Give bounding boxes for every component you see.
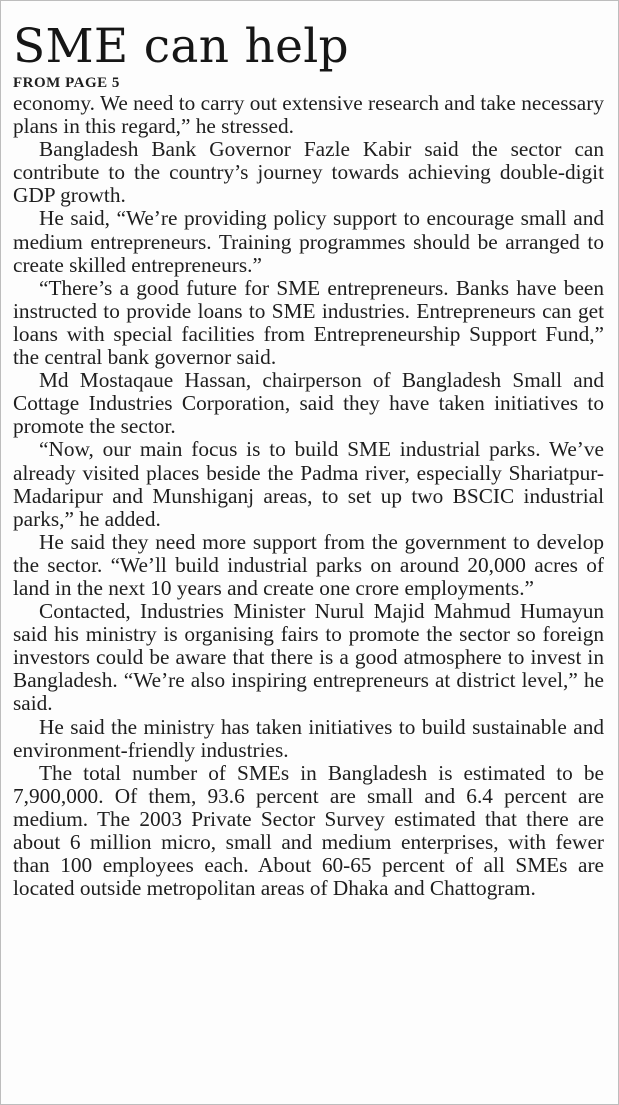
jump-line: FROM PAGE 5 <box>13 75 120 91</box>
paragraph-4: “There’s a good future for SME entrepreneurs. Banks have been instructed to provide loans to SME industries. Entrepreneurs can get loans with special facilities from Entrepreneurship Support Fund,” the central bank governor said. <box>13 275 604 370</box>
paragraph-9: He said the ministry has taken initiatives to build sustainable and environment-friendly industries. <box>13 714 604 762</box>
headline: SME can help <box>13 19 349 74</box>
paragraph-5: Md Mostaqaue Hassan, chairperson of Bangladesh Small and Cottage Industries Corporation, said they have taken initiatives to promote the sector. <box>13 368 604 439</box>
paragraph-3: He said, “We’re providing policy support to encourage small and medium entrepreneurs. Training programmes should be arranged to create skilled entrepreneurs.” <box>13 206 604 277</box>
paragraph-6: “Now, our main focus is to build SME industrial parks. We’ve already visited places beside the Padma river, especially Shariatpur-Madaripur and Munshiganj areas, to set up two BSCIC industrial parks,” he added. <box>13 437 604 531</box>
article-body <box>13 92 604 900</box>
paragraph-2: Bangladesh Bank Governor Fazle Kabir said the sector can contribute to the country’s journey towards achieving double-digit GDP growth. <box>13 137 604 208</box>
paragraph-8: Contacted, Industries Minister Nurul Majid Mahmud Humayun said his ministry is organising fairs to promote the sector so foreign investors could be aware that there is a good atmosphere to invest in Bangladesh. “We’re also inspiring entrepreneurs at district level,” he said. <box>13 599 604 716</box>
paragraph-10: The total number of SMEs in Bangladesh is estimated to be 7,900,000. Of them, 93.6 percent are small and 6.4 percent are medium. The 2003 Private Sector Survey estimated that there are about 6 million micro, small and medium enterprises, with fewer than 100 employees each. About 60-65 percent of all SMEs are located outside metropolitan areas of Dhaka and Chattogram. <box>13 760 604 901</box>
paragraph-7: He said they need more support from the government to develop the sector. “We’ll build industrial parks on around 20,000 acres of land in the next 10 years and create one crore employments.” <box>13 529 604 600</box>
paragraph-1: economy. We need to carry out extensive research and take necessary plans in this regard,” he stressed. <box>13 91 604 139</box>
